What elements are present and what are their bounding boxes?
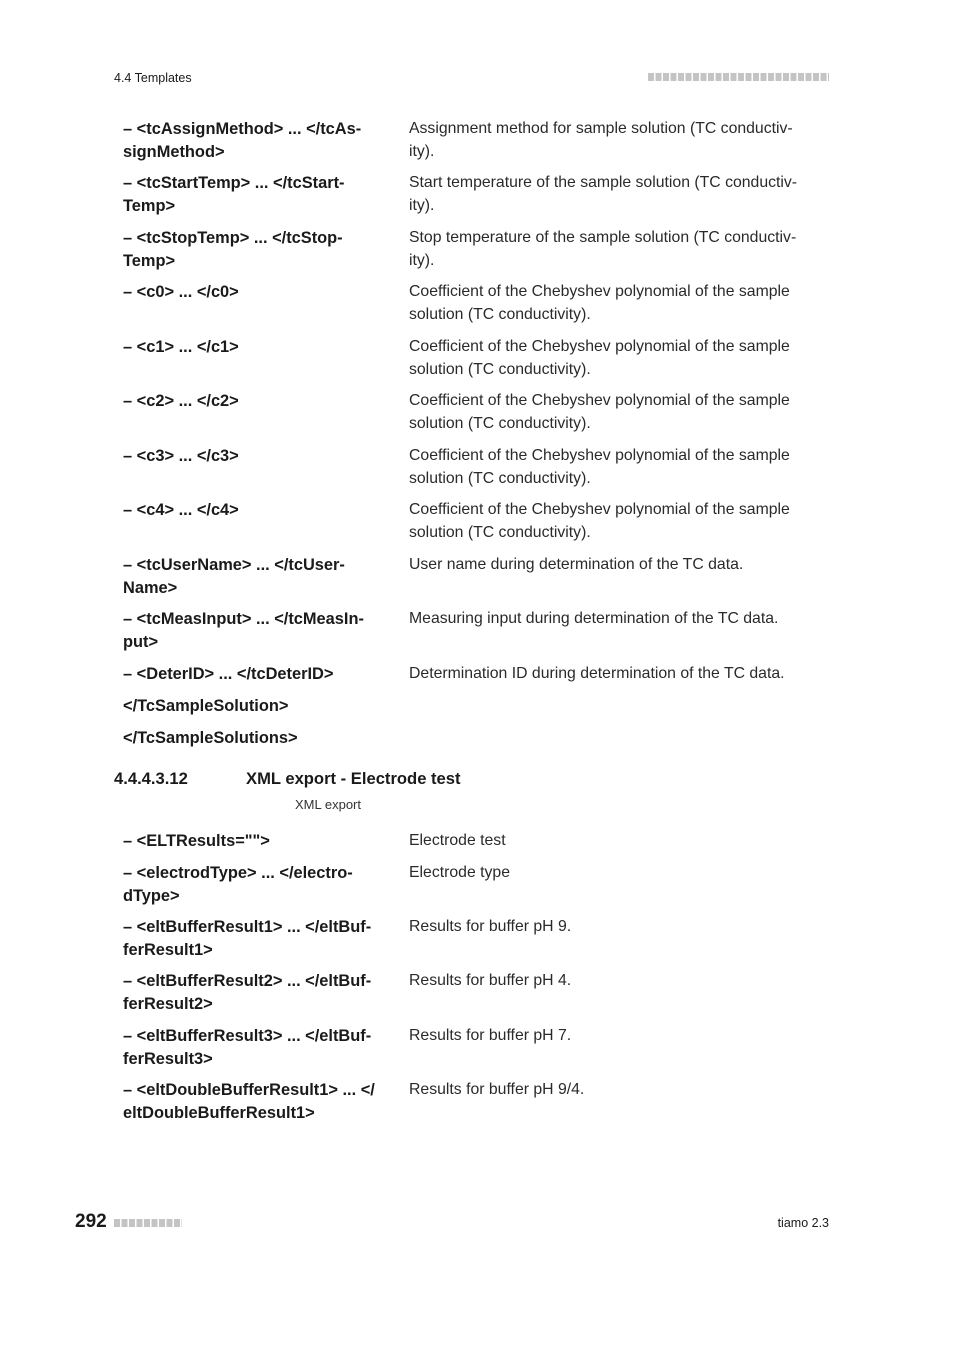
definition-description: Coefficient of the Chebyshev polynomial of the sample solution (TC conductivity). — [409, 338, 790, 378]
definition-description: User name during determination of the TC data. — [409, 556, 744, 573]
section-number: 4.4.4.3.12 — [114, 769, 188, 788]
header-decoration — [648, 73, 829, 81]
definition-term: – <DeterID> ... </tcDeterID> — [123, 665, 334, 683]
definition-description: Coefficient of the Chebyshev polynomial of the sample solution (TC conductivity). — [409, 392, 790, 432]
definition-description: Determination ID during determination of the TC data. — [409, 665, 785, 682]
definition-term: – <eltBufferResult3> ... </eltBuf- ferResult3> — [123, 1027, 372, 1068]
running-header-section: 4.4 Templates — [114, 71, 192, 85]
definition-term: – <eltBufferResult1> ... </eltBuf- ferResult1> — [123, 918, 372, 959]
definition-term: – <ELTResults=""> — [123, 832, 270, 850]
definition-term: – <c1> ... </c1> — [123, 338, 239, 356]
definition-description: Stop temperature of the sample solution (TC conductiv- ity). — [409, 229, 797, 269]
definition-description: Results for buffer pH 9/4. — [409, 1081, 585, 1098]
definition-term: – <tcUserName> ... </tcUser- Name> — [123, 556, 345, 597]
page-number: 292 — [75, 1211, 107, 1232]
definition-term: </TcSampleSolutions> — [123, 729, 298, 747]
definition-term: – <eltBufferResult2> ... </eltBuf- ferResult2> — [123, 972, 372, 1013]
definition-term: – <tcStartTemp> ... </tcStart- Temp> — [123, 174, 345, 215]
definition-term: – <eltDoubleBufferResult1> ... </ eltDoubleBufferResult1> — [123, 1081, 375, 1122]
definition-term: – <c4> ... </c4> — [123, 501, 239, 519]
definition-description: Results for buffer pH 4. — [409, 972, 572, 989]
definition-description: Assignment method for sample solution (TC conductiv- ity). — [409, 120, 793, 160]
definition-term: – <c2> ... </c2> — [123, 392, 239, 410]
definition-description: Results for buffer pH 7. — [409, 1027, 572, 1044]
section-title: XML export - Electrode test — [246, 769, 461, 788]
footer-decoration — [114, 1219, 182, 1227]
definition-description: Start temperature of the sample solution (TC conductiv- ity). — [409, 174, 798, 214]
definition-description: Coefficient of the Chebyshev polynomial of the sample solution (TC conductivity). — [409, 501, 790, 541]
definition-term: </TcSampleSolution> — [123, 697, 289, 715]
definition-description: Coefficient of the Chebyshev polynomial of the sample solution (TC conductivity). — [409, 447, 790, 487]
definition-description: Electrode test — [409, 832, 506, 849]
definition-term: – <tcStopTemp> ... </tcStop- Temp> — [123, 229, 343, 270]
definition-description: Measuring input during determination of the TC data. — [409, 610, 779, 627]
definition-term: – <tcMeasInput> ... </tcMeasIn- put> — [123, 610, 364, 651]
footer-product: tiamo 2.3 — [777, 1216, 829, 1230]
definition-term: – <tcAssignMethod> ... </tcAs- signMethod> — [123, 120, 362, 161]
definition-term: – <electrodType> ... </electro- dType> — [123, 864, 353, 905]
definition-term: – <c0> ... </c0> — [123, 283, 239, 301]
definition-term: – <c3> ... </c3> — [123, 447, 239, 465]
definition-description: Electrode type — [409, 864, 510, 881]
section-caption: XML export — [295, 797, 361, 812]
definition-description: Results for buffer pH 9. — [409, 918, 572, 935]
definition-description: Coefficient of the Chebyshev polynomial of the sample solution (TC conductivity). — [409, 283, 790, 323]
